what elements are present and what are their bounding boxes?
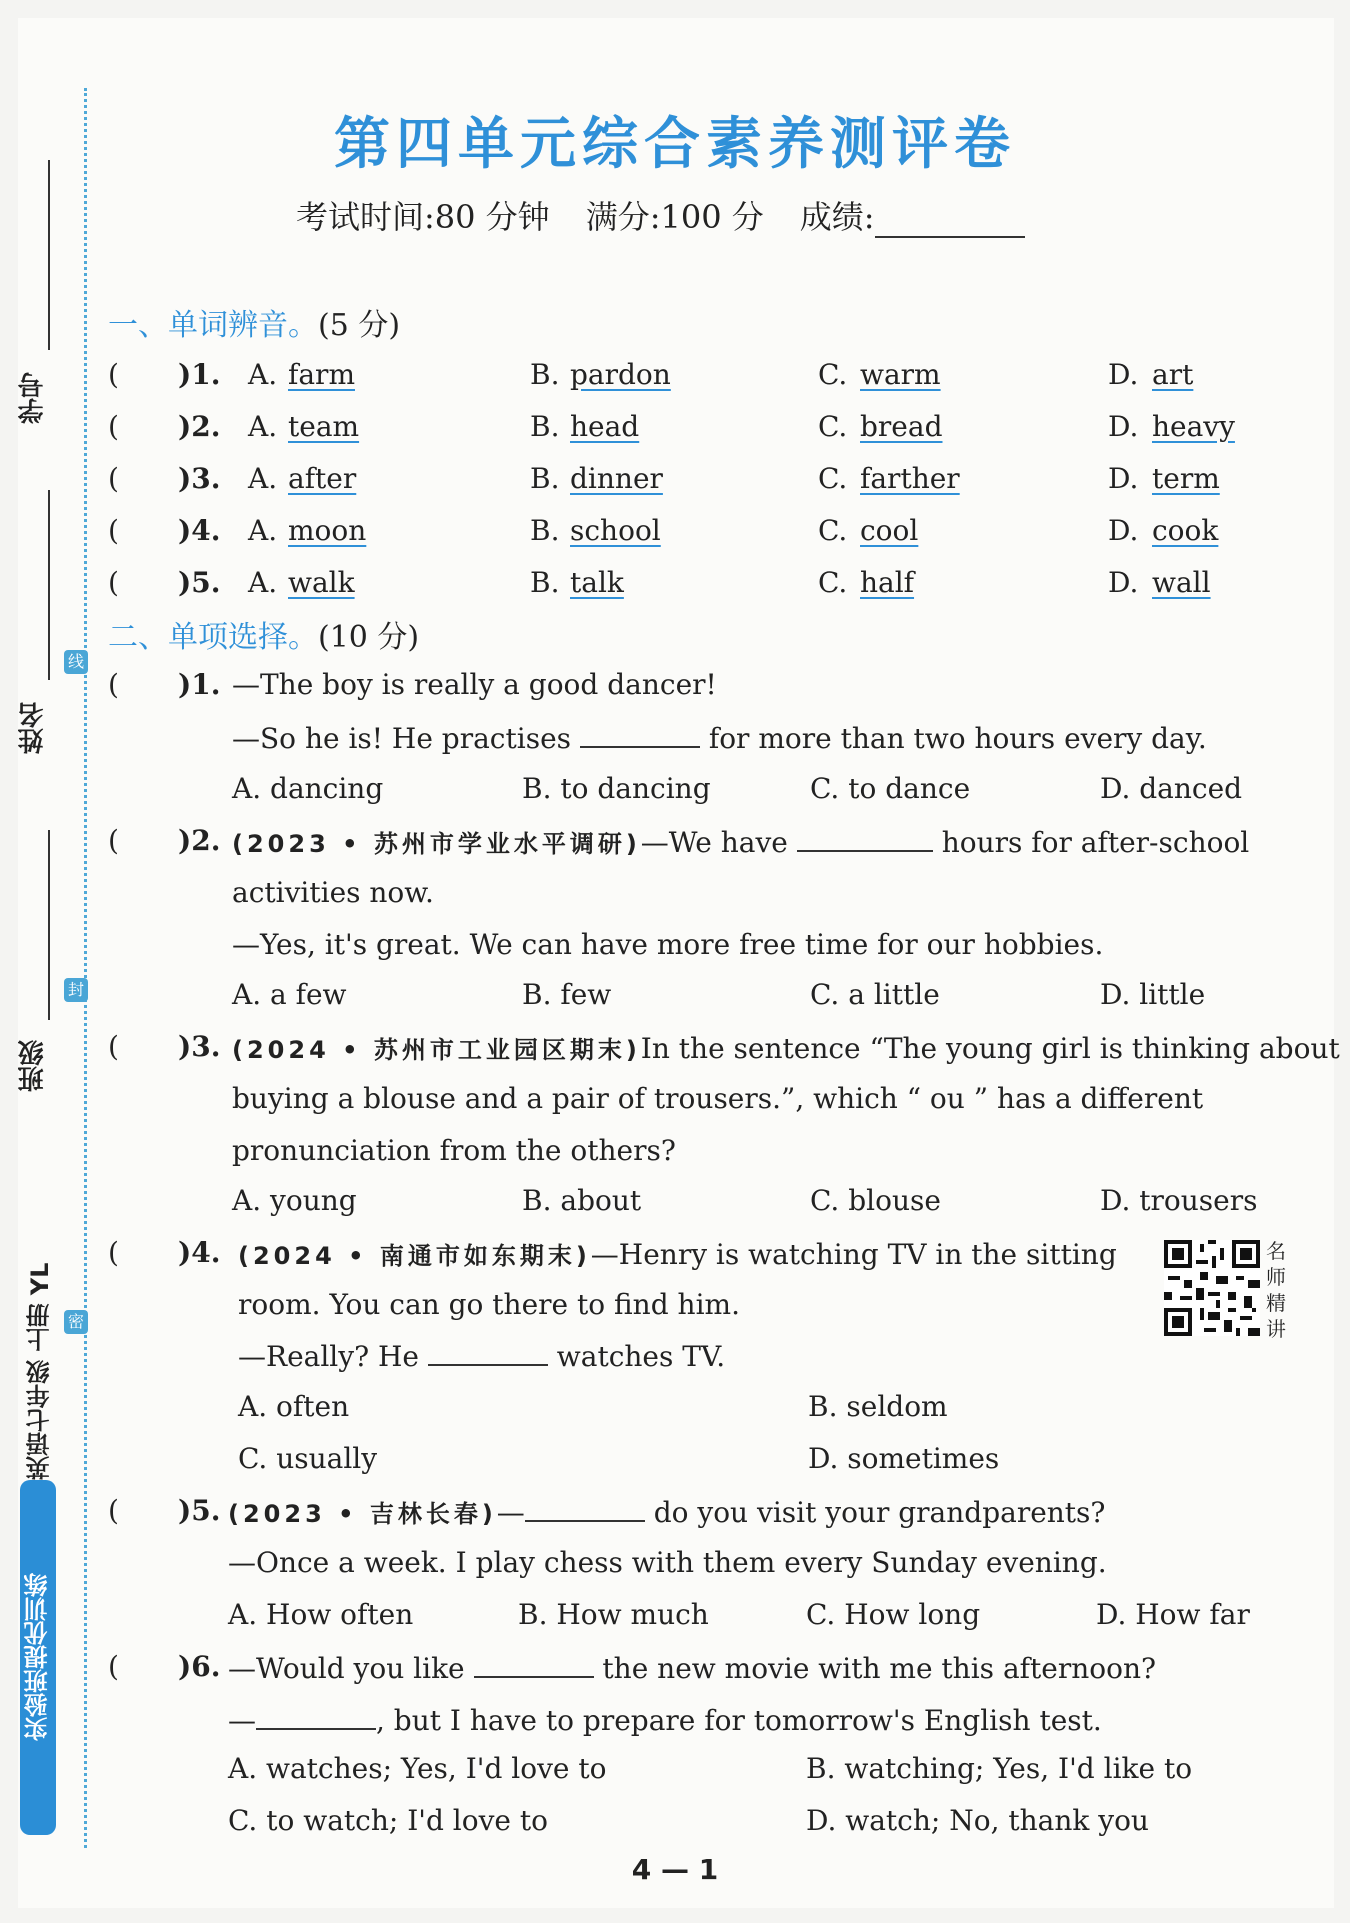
page-title: 第四单元综合素养测评卷 bbox=[334, 112, 1016, 177]
option-d: D. sometimes bbox=[808, 1442, 1000, 1475]
book-info: 英语七年级 上册 YL bbox=[26, 1262, 54, 1480]
option-letter: C. bbox=[818, 410, 848, 443]
q5-line1 bbox=[228, 1494, 1105, 1529]
section1-heading bbox=[108, 300, 400, 344]
option-b: B. about bbox=[522, 1184, 642, 1217]
option-c: C. usually bbox=[238, 1442, 378, 1475]
q2-text: hours for after-school bbox=[941, 826, 1250, 859]
option-word: talk bbox=[570, 566, 624, 599]
question-number: )4. bbox=[178, 514, 221, 547]
q3-line2: buying a blouse and a pair of trousers.”, which “ ou ” has a different bbox=[232, 1082, 1204, 1115]
q1-text: for more than two hours every day. bbox=[708, 722, 1207, 755]
option-letter: D. bbox=[1108, 410, 1139, 443]
answer-paren[interactable]: ( bbox=[108, 1030, 119, 1063]
q1-line2 bbox=[232, 720, 1207, 755]
answer-paren[interactable]: ( bbox=[108, 1494, 119, 1527]
q6-text: the new movie with me this afternoon? bbox=[602, 1652, 1156, 1685]
option-letter: D. bbox=[1108, 358, 1139, 391]
q4-text: —Really? He bbox=[238, 1340, 419, 1373]
answer-paren[interactable]: ( bbox=[108, 566, 119, 599]
option-b: B. to dancing bbox=[522, 772, 711, 805]
answer-paren[interactable]: ( bbox=[108, 514, 119, 547]
question-number: )2. bbox=[178, 824, 221, 857]
answer-blank[interactable] bbox=[428, 1338, 548, 1366]
option-letter: A. bbox=[248, 514, 278, 547]
option-a: A. dancing bbox=[232, 772, 384, 805]
q5-text: do you visit your grandparents? bbox=[653, 1496, 1106, 1529]
q6-text: —Would you like bbox=[228, 1652, 465, 1685]
seal-char-seal: 封 bbox=[64, 978, 88, 1002]
q5-text: — bbox=[496, 1496, 525, 1529]
answer-paren[interactable]: ( bbox=[108, 1650, 119, 1683]
option-word: half bbox=[860, 566, 915, 599]
option-word: head bbox=[570, 410, 640, 443]
option-letter: A. bbox=[248, 462, 278, 495]
question-number: )5. bbox=[178, 1494, 221, 1527]
section2-score: (10 分) bbox=[318, 620, 420, 655]
option-letter: A. bbox=[248, 566, 278, 599]
option-b: B. few bbox=[522, 978, 612, 1011]
option-word: wall bbox=[1152, 566, 1211, 599]
option-c: C. to watch; I'd love to bbox=[228, 1804, 548, 1837]
option-d: D. watch; No, thank you bbox=[806, 1804, 1149, 1837]
answer-paren[interactable]: ( bbox=[108, 824, 119, 857]
full-score: 满分:100 分 bbox=[585, 198, 764, 236]
exam-time: 考试时间:80 分钟 bbox=[296, 198, 550, 236]
answer-paren[interactable]: ( bbox=[108, 668, 119, 701]
option-word: moon bbox=[288, 514, 367, 547]
option-letter: C. bbox=[818, 462, 848, 495]
option-a: A. young bbox=[232, 1184, 357, 1217]
answer-blank[interactable] bbox=[525, 1494, 645, 1522]
option-letter: C. bbox=[818, 566, 848, 599]
option-word: bread bbox=[860, 410, 943, 443]
option-letter: C. bbox=[818, 514, 848, 547]
question-number: )4. bbox=[178, 1236, 221, 1269]
option-b: B. seldom bbox=[808, 1390, 948, 1423]
section2-heading bbox=[108, 612, 419, 656]
option-letter: B. bbox=[530, 566, 560, 599]
answer-paren[interactable]: ( bbox=[108, 1236, 119, 1269]
q3-text: In the sentence “The young girl is thinking about bbox=[640, 1032, 1340, 1065]
question-source: (2023 • 吉林长春) bbox=[228, 1500, 497, 1528]
section2-title: 二、单项选择。 bbox=[108, 620, 318, 655]
option-a: A. a few bbox=[232, 978, 347, 1011]
q3-line3: pronunciation from the others? bbox=[232, 1134, 676, 1167]
option-letter: A. bbox=[248, 410, 278, 443]
option-word: pardon bbox=[570, 358, 671, 391]
q4-line2: room. You can go there to find him. bbox=[238, 1288, 740, 1321]
q4-text: —Henry is watching TV in the sitting bbox=[590, 1238, 1117, 1271]
qr-label: 名师精讲 bbox=[1266, 1239, 1286, 1341]
option-word: warm bbox=[860, 358, 941, 391]
option-letter: D. bbox=[1108, 462, 1139, 495]
brand-strip: 实验班提优训练 bbox=[20, 1480, 56, 1835]
answer-paren[interactable]: ( bbox=[108, 462, 119, 495]
question-source: (2024 • 苏州市工业园区期末) bbox=[232, 1036, 641, 1064]
q4-line3 bbox=[238, 1338, 725, 1373]
q4-line1 bbox=[238, 1236, 1117, 1271]
question-number: )1. bbox=[178, 668, 221, 701]
score-label: 成绩: bbox=[799, 198, 875, 236]
option-d: D. How far bbox=[1096, 1598, 1250, 1631]
option-d: D. trousers bbox=[1100, 1184, 1258, 1217]
binding-dotted-line bbox=[84, 88, 87, 1848]
option-c: C. a little bbox=[810, 978, 940, 1011]
option-word: art bbox=[1152, 358, 1194, 391]
section1-title: 一、单词辨音。 bbox=[108, 308, 318, 343]
option-b: B. watching; Yes, I'd like to bbox=[806, 1752, 1193, 1785]
option-letter: D. bbox=[1108, 514, 1139, 547]
option-d: D. danced bbox=[1100, 772, 1243, 805]
question-number: )3. bbox=[178, 462, 221, 495]
question-source: (2023 • 苏州市学业水平调研) bbox=[232, 830, 641, 858]
option-c: C. How long bbox=[806, 1598, 981, 1631]
q2-line3: —Yes, it's great. We can have more free time for our hobbies. bbox=[232, 928, 1104, 961]
option-letter: C. bbox=[818, 358, 848, 391]
q1-text: —So he is! He practises bbox=[232, 722, 572, 755]
option-word: farther bbox=[860, 462, 960, 495]
question-number: )1. bbox=[178, 358, 221, 391]
option-word: term bbox=[1152, 462, 1220, 495]
option-a: A. watches; Yes, I'd love to bbox=[228, 1752, 607, 1785]
q2-line1 bbox=[232, 824, 1249, 859]
q6-text: — bbox=[228, 1704, 256, 1737]
question-number: )3. bbox=[178, 1030, 221, 1063]
answer-paren[interactable]: ( bbox=[108, 358, 119, 391]
q2-line2: activities now. bbox=[232, 876, 434, 909]
option-word: cook bbox=[1152, 514, 1219, 547]
option-c: C. to dance bbox=[810, 772, 971, 805]
option-letter: B. bbox=[530, 358, 560, 391]
answer-paren[interactable]: ( bbox=[108, 410, 119, 443]
q3-line1 bbox=[232, 1030, 1340, 1065]
option-word: heavy bbox=[1152, 410, 1235, 443]
name-label: 姓名 bbox=[18, 702, 48, 754]
answer-blank[interactable] bbox=[580, 720, 700, 748]
class-label: 班级 bbox=[18, 1040, 48, 1092]
q4-text: watches TV. bbox=[556, 1340, 726, 1373]
name-line bbox=[48, 490, 50, 680]
option-letter: B. bbox=[530, 410, 560, 443]
option-b: B. How much bbox=[518, 1598, 709, 1631]
option-word: after bbox=[288, 462, 357, 495]
option-word: dinner bbox=[570, 462, 663, 495]
answer-blank[interactable] bbox=[256, 1702, 376, 1730]
option-d: D. little bbox=[1100, 978, 1206, 1011]
qr-code-icon[interactable] bbox=[1164, 1240, 1260, 1336]
option-a: A. How often bbox=[228, 1598, 414, 1631]
answer-blank[interactable] bbox=[797, 824, 933, 852]
option-word: school bbox=[570, 514, 661, 547]
student-id-line bbox=[48, 160, 50, 350]
seal-char-line: 线 bbox=[64, 650, 88, 674]
q6-line1 bbox=[228, 1650, 1156, 1685]
question-number: )5. bbox=[178, 566, 221, 599]
answer-blank[interactable] bbox=[474, 1650, 594, 1678]
class-line bbox=[48, 830, 50, 1020]
option-letter: D. bbox=[1108, 566, 1139, 599]
option-letter: B. bbox=[530, 514, 560, 547]
score-blank[interactable] bbox=[875, 200, 1025, 238]
page-number: 4 — 1 bbox=[631, 1853, 719, 1886]
q6-text: , but I have to prepare for tomorrow's English test. bbox=[376, 1704, 1102, 1737]
option-word: team bbox=[288, 410, 360, 443]
option-word: farm bbox=[288, 358, 355, 391]
question-number: )2. bbox=[178, 410, 221, 443]
exam-info bbox=[296, 192, 1025, 238]
section1-score: (5 分) bbox=[318, 308, 401, 343]
seal-char-secret: 密 bbox=[64, 1310, 88, 1334]
question-source: (2024 • 南通市如东期末) bbox=[238, 1242, 591, 1270]
q2-text: —We have bbox=[640, 826, 788, 859]
option-word: walk bbox=[288, 566, 355, 599]
option-letter: B. bbox=[530, 462, 560, 495]
option-word: cool bbox=[860, 514, 919, 547]
student-id-label: 学号 bbox=[18, 372, 48, 424]
q6-line2 bbox=[228, 1702, 1102, 1737]
q5-line2: —Once a week. I play chess with them every Sunday evening. bbox=[228, 1546, 1107, 1579]
option-letter: A. bbox=[248, 358, 278, 391]
option-a: A. often bbox=[238, 1390, 350, 1423]
option-c: C. blouse bbox=[810, 1184, 941, 1217]
question-number: )6. bbox=[178, 1650, 221, 1683]
q1-line1: —The boy is really a good dancer! bbox=[232, 668, 717, 701]
